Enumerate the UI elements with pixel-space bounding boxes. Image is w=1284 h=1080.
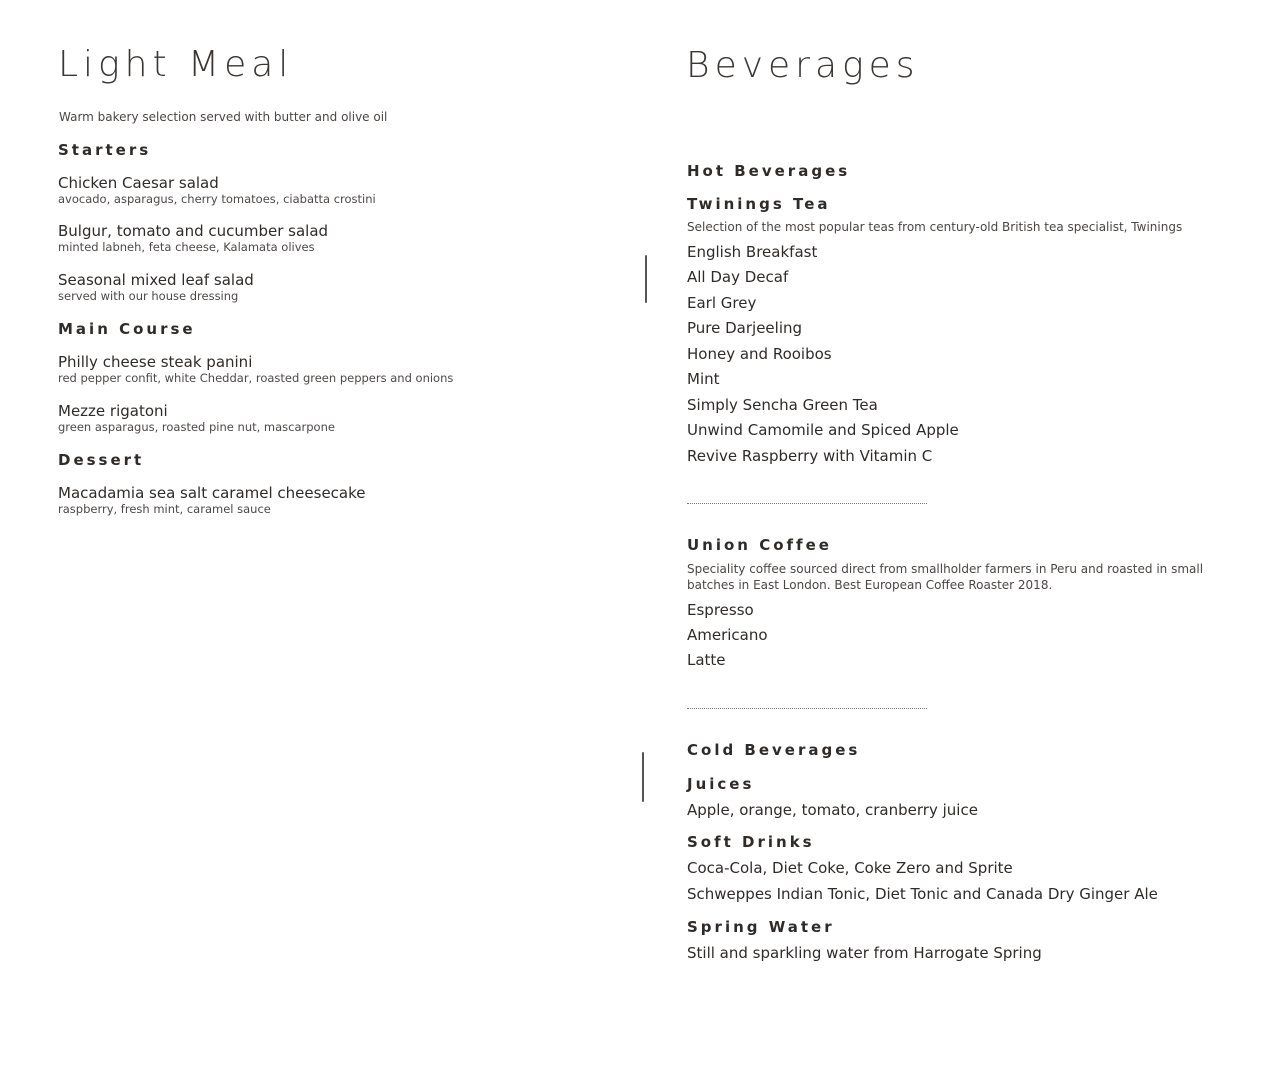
coffee-item: Americano <box>687 626 768 644</box>
dessert-heading: Dessert <box>58 451 145 469</box>
coffee-item: Latte <box>687 651 726 669</box>
cold-beverages-heading: Cold Beverages <box>687 741 861 759</box>
dish-desc: minted labneh, feta cheese, Kalamata olives <box>58 240 315 254</box>
dish-name: Macadamia sea salt caramel cheesecake <box>58 484 366 502</box>
dish-desc: raspberry, fresh mint, caramel sauce <box>58 502 271 516</box>
dish-name: Bulgur, tomato and cucumber salad <box>58 222 329 240</box>
dish-item <box>58 175 376 207</box>
tea-item: Honey and Rooibos <box>687 345 832 363</box>
dish-desc: red pepper confit, white Cheddar, roasted green peppers and onions <box>58 371 454 385</box>
dish-item <box>58 354 453 386</box>
beverages-title: Beverages <box>686 45 920 86</box>
union-coffee-heading: Union Coffee <box>687 536 832 554</box>
coffee-item: Espresso <box>687 601 754 619</box>
twinings-tea-note: Selection of the most popular teas from century-old British tea specialist, Twinings <box>687 220 1183 234</box>
twinings-tea-heading: Twinings Tea <box>687 195 831 213</box>
tea-item: Earl Grey <box>687 294 757 312</box>
fold-mark-bottom <box>642 752 644 802</box>
dish-name: Seasonal mixed leaf salad <box>58 271 254 289</box>
dish-item <box>58 403 335 435</box>
tea-item: Revive Raspberry with Vitamin C <box>687 447 933 465</box>
dish-desc: avocado, asparagus, cherry tomatoes, ciabatta crostini <box>58 192 376 206</box>
juice-item: Apple, orange, tomato, cranberry juice <box>687 801 978 819</box>
fold-mark-top <box>645 255 647 303</box>
union-coffee-note-line2: batches in East London. Best European Coffee Roaster 2018. <box>687 578 1053 592</box>
soft-drink-item: Schweppes Indian Tonic, Diet Tonic and Canada Dry Ginger Ale <box>687 885 1158 903</box>
dish-item <box>58 272 254 304</box>
section-divider <box>687 708 927 709</box>
tea-item: Mint <box>687 370 720 388</box>
main-course-heading: Main Course <box>58 320 196 338</box>
tea-item: English Breakfast <box>687 243 818 261</box>
water-item: Still and sparkling water from Harrogate Spring <box>687 944 1042 962</box>
tea-item: All Day Decaf <box>687 268 789 286</box>
light-meal-title: Light Meal <box>58 44 294 85</box>
union-coffee-note-line1: Speciality coffee sourced direct from smallholder farmers in Peru and roasted in small <box>687 562 1204 576</box>
spring-water-heading: Spring Water <box>687 918 835 936</box>
dish-name: Mezze rigatoni <box>58 402 168 420</box>
bakery-intro: Warm bakery selection served with butter and olive oil <box>59 110 388 124</box>
soft-drinks-heading: Soft Drinks <box>687 833 815 851</box>
hot-beverages-heading: Hot Beverages <box>687 162 851 180</box>
dish-name: Philly cheese steak panini <box>58 353 253 371</box>
dish-desc: green asparagus, roasted pine nut, mascarpone <box>58 420 335 434</box>
dish-name: Chicken Caesar salad <box>58 174 219 192</box>
starters-heading: Starters <box>58 141 152 159</box>
tea-item: Pure Darjeeling <box>687 319 803 337</box>
section-divider <box>687 503 927 504</box>
tea-item: Simply Sencha Green Tea <box>687 396 878 414</box>
dish-desc: served with our house dressing <box>58 289 239 303</box>
tea-item: Unwind Camomile and Spiced Apple <box>687 421 959 439</box>
soft-drink-item: Coca-Cola, Diet Coke, Coke Zero and Sprite <box>687 859 1013 877</box>
dish-item <box>58 485 366 517</box>
dish-item <box>58 223 328 255</box>
juices-heading: Juices <box>687 775 755 793</box>
